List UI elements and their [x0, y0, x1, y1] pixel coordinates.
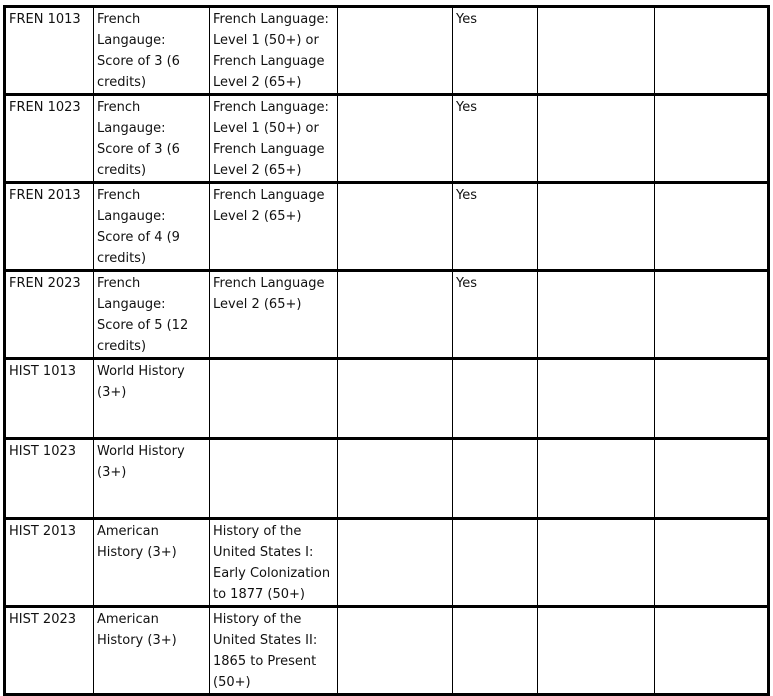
exam-score-cell: World History (3+) [94, 359, 210, 439]
empty-cell [338, 519, 453, 607]
yes-cell: Yes [453, 183, 538, 271]
empty-cell [338, 359, 453, 439]
yes-cell: Yes [453, 271, 538, 359]
equivalent-test-cell: History of the United States I: Early Colonization to 1877 (50+) [210, 519, 338, 607]
empty-cell [538, 183, 655, 271]
empty-cell [538, 607, 655, 695]
course-code-cell: HIST 2013 [5, 519, 94, 607]
equivalent-test-cell: French Language Level 2 (65+) [210, 183, 338, 271]
course-code-cell: FREN 2023 [5, 271, 94, 359]
empty-cell [655, 271, 769, 359]
equivalent-test-cell [210, 439, 338, 519]
empty-cell [338, 183, 453, 271]
empty-cell [655, 95, 769, 183]
credit-equivalency-table [3, 5, 770, 696]
equivalent-test-cell: French Language Level 2 (65+) [210, 271, 338, 359]
exam-score-cell: World History (3+) [94, 439, 210, 519]
exam-score-cell: French Langauge: Score of 3 (6 credits) [94, 7, 210, 95]
empty-cell [338, 607, 453, 695]
yes-cell: Yes [453, 95, 538, 183]
empty-cell [338, 7, 453, 95]
table-row [5, 183, 769, 271]
course-code-cell: FREN 1013 [5, 7, 94, 95]
empty-cell [538, 95, 655, 183]
empty-cell [655, 439, 769, 519]
equivalent-test-cell [210, 359, 338, 439]
exam-score-cell: American History (3+) [94, 519, 210, 607]
empty-cell [538, 359, 655, 439]
course-code-cell: FREN 2013 [5, 183, 94, 271]
empty-cell [453, 359, 538, 439]
empty-cell [655, 7, 769, 95]
empty-cell [655, 359, 769, 439]
empty-cell [655, 519, 769, 607]
exam-score-cell: French Langauge: Score of 3 (6 credits) [94, 95, 210, 183]
course-code-cell: HIST 1023 [5, 439, 94, 519]
empty-cell [338, 439, 453, 519]
table-row [5, 271, 769, 359]
empty-cell [338, 271, 453, 359]
equivalent-test-cell: History of the United States II: 1865 to Present (50+) [210, 607, 338, 695]
empty-cell [538, 519, 655, 607]
course-code-cell: FREN 1023 [5, 95, 94, 183]
empty-cell [655, 607, 769, 695]
equivalent-test-cell: French Language: Level 1 (50+) or French Language Level 2 (65+) [210, 95, 338, 183]
table-row [5, 607, 769, 695]
empty-cell [655, 183, 769, 271]
empty-cell [538, 7, 655, 95]
table-row [5, 359, 769, 439]
empty-cell [453, 519, 538, 607]
course-code-cell: HIST 1013 [5, 359, 94, 439]
empty-cell [453, 439, 538, 519]
table-row [5, 519, 769, 607]
exam-score-cell: American History (3+) [94, 607, 210, 695]
table-row [5, 95, 769, 183]
empty-cell [338, 95, 453, 183]
yes-cell: Yes [453, 7, 538, 95]
equivalent-test-cell: French Language: Level 1 (50+) or French Language Level 2 (65+) [210, 7, 338, 95]
empty-cell [453, 607, 538, 695]
empty-cell [538, 439, 655, 519]
table-row [5, 439, 769, 519]
exam-score-cell: French Langauge: Score of 5 (12 credits) [94, 271, 210, 359]
empty-cell [538, 271, 655, 359]
table-row [5, 7, 769, 95]
exam-score-cell: French Langauge: Score of 4 (9 credits) [94, 183, 210, 271]
course-code-cell: HIST 2023 [5, 607, 94, 695]
